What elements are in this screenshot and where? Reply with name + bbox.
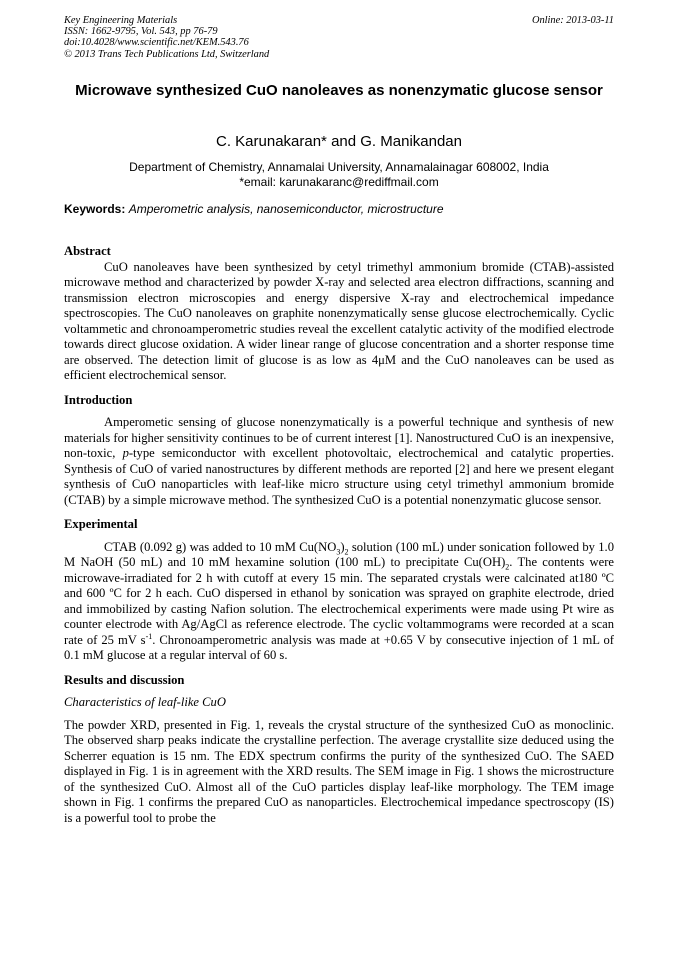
experimental-text-4: . The contents were microwave-irradiated for 2 h with cutoff at every 15 min. The separated crystals were calcinated at180 ºC and 600 ºC for 2 h each. CuO dispersed in ethanol by sonication was sprayed on graphite electrode, dried and immobilized by casting Nafion solution. The electrochemical experiments were made using Pt wire as counter electrode with Ag/AgCl as reference electrode. The cyclic voltammograms were recorded at a scan rate of 25 mV s — [64, 555, 614, 647]
abstract-heading: Abstract — [64, 244, 111, 258]
paper-title: Microwave synthesized CuO nanoleaves as nonenzymatic glucose sensor — [75, 82, 603, 99]
experimental-text-2: ) — [340, 539, 345, 554]
journal-copyright: © 2013 Trans Tech Publications Ltd, Switzerland — [64, 48, 270, 60]
results-heading: Results and discussion — [64, 672, 185, 687]
experimental-text-5: . Chronoamperometric analysis was made at +0.65 V by consecutive injection of 1 mL of 0.1 mM glucose at a regular interval of 60 s. — [64, 632, 614, 662]
corresponding-email: *email: karunakaranc@rediffmail.com — [239, 175, 439, 189]
introduction-text-2: -type semiconductor with excellent photovoltaic, electrochemical and catalytic properties. Synthesis of CuO of varied nanostructures by different methods are reported [2] and here we present elegant synthesis of CuO nanoparticles with leaf-like micro structure using cetyl trimethyl ammonium bromide (CTAB) by a simple microwave method. The synthesized CuO is a potential nonenzymatic glucose sensor. — [64, 446, 614, 507]
experimental-sub-1: 3 — [336, 547, 341, 557]
keywords-line — [64, 202, 614, 217]
journal-issn: ISSN: 1662-9795, Vol. 543, pp 76-79 — [64, 26, 218, 38]
journal-doi: doi:10.4028/www.scientific.net/KEM.543.76 — [64, 37, 249, 49]
introduction-text-1: Amperometic sensing of glucose nonenzymatically is a powerful technique and synthesis of new materials for higher sensitivity continues to be of current interest [1]. Nanostructured CuO is an inexpensive, non-toxic, — [64, 415, 614, 460]
experimental-sub-2: 2 — [344, 547, 349, 557]
online-date: Online: 2013-03-11 — [531, 15, 614, 26]
keywords-label: Keywords: — [64, 202, 126, 216]
experimental-text-3: solution (100 mL) under sonication followed by 1.0 M NaOH (50 mL) and 10 mM hexamine solution (100 mL) to precipitate Cu(OH) — [64, 539, 614, 569]
introduction-p-italic: p — [122, 446, 129, 460]
abstract-text: CuO nanoleaves have been synthesized by cetyl trimethyl ammonium bromide (CTAB)-assisted microwave method and characterized by powder X-ray and selected area electron diffractions, scanning and transmission electron microscopies and energy dispersive X-ray and electrochemical impedance spectroscopies. The CuO nanoleaves on graphite nonenzymatically sense glucose electrochemically. Cyclic voltammetic and chronoamperometric studies reveal the excellent catalytic activity of the modified electrode towards direct glucose oxidation. A wider linear range of glucose concentration and a shorter response time are observed. The detection limit of glucose is as low as 4μM and the CuO nanoleaves can be used as efficient electrochemical sensor. — [64, 259, 614, 382]
results-subheading: Characteristics of leaf-like CuO — [64, 695, 226, 709]
results-paragraph: The powder XRD, presented in Fig. 1, reveals the crystal structure of the synthesized CuO as monoclinic. The observed sharp peaks indicate the crystalline perfection. The average crystallite size deduced using the Scherrer equation is 15 nm. The EDX spectrum confirms the purity of the synthesized CuO. The SAED displayed in Fig. 1 is in agreement with the XRD results. The SEM image in Fig. 1 shows the microstructure of the synthesized CuO. Almost all of the CuO particles display leaf-like morphology. The TEM image shown in Fig. 1 confirms the prepared CuO as nanoparticles. Electrochemical impedance spectroscopy (IS) is a powerful tool to probe the — [64, 717, 614, 825]
experimental-heading: Experimental — [64, 517, 138, 531]
paper-authors: C. Karunakaran* and G. Manikandan — [216, 133, 462, 150]
introduction-paragraph — [64, 415, 614, 508]
journal-header — [64, 15, 614, 60]
affiliation: Department of Chemistry, Annamalai University, Annamalainagar 608002, India — [129, 160, 549, 174]
experimental-text-1: CTAB (0.092 g) was added to 10 mM Cu(NO — [104, 539, 337, 554]
paper-body — [64, 244, 614, 826]
experimental-sub-3: 2 — [505, 562, 510, 572]
author-affiliation-block — [64, 160, 614, 190]
experimental-sup-1: -1 — [145, 631, 153, 641]
experimental-paragraph — [64, 540, 614, 664]
journal-name: Key Engineering Materials — [64, 15, 178, 26]
keywords-text: Amperometric analysis, nanosemiconductor, microstructure — [128, 202, 444, 216]
introduction-heading: Introduction — [64, 392, 133, 407]
paper-page — [64, 0, 614, 959]
